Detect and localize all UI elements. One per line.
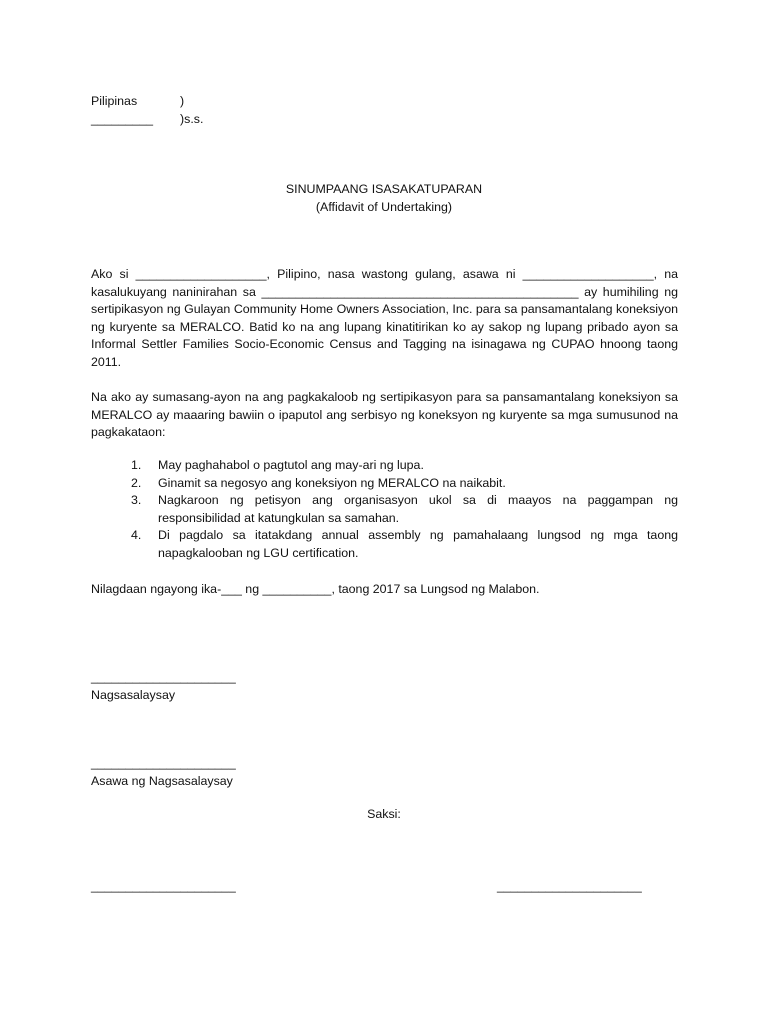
paragraph-statement: Ako si ___________________, Pilipino, nasa wastong gulang, asawa ni ___________________, na kasalukuyang naninirahan sa ______________________________________________ ay humihiling ng sertipikasyon ng Gulayan Community Home Owners Association, Inc. para sa pansamantalang koneksiyon ng kuryente sa MERALCO. Batid ko na ang lupang kinatitirikan ko ay sakop ng lupang pribado ayon sa Informal Settler Families Socio-Economic Census and Tagging na isinagawa ng CUPAO hnoong taong 2011. [91, 267, 678, 369]
list-item-number: 1. [131, 458, 142, 472]
affiant-label: Nagsasalaysay [91, 688, 176, 702]
title-main: SINUMPAANG ISASAKATUPARAN [285, 182, 483, 196]
spouse-label: Asawa ng Nagsasalaysay [91, 774, 233, 788]
venue-city-blank: _________ [91, 112, 154, 126]
witness-1-signature-line: _____________________ [91, 879, 236, 893]
conditions-list [131, 457, 678, 563]
witness-label: Saksi: [367, 807, 401, 821]
spouse-signature-line: _____________________ [91, 756, 236, 770]
list-item [131, 527, 678, 562]
list-item-text: Di pagdalo sa itatakdang annual assembly ng pamahalaang lungsod ng mga taong napagkalooban ng LGU certification. [158, 528, 678, 560]
list-item [131, 475, 678, 493]
witness-2-signature-line: _____________________ [497, 879, 642, 893]
affiant-signature-block [91, 668, 236, 704]
list-item-number: 4. [131, 528, 142, 543]
signed-statement: Nilagdaan ngayong ika-___ ng __________, taong 2017 sa Lungsod ng Malabon. [91, 582, 540, 596]
venue-country-paren: ) [180, 94, 185, 108]
venue-block [91, 92, 203, 128]
venue-country: Pilipinas [91, 94, 138, 108]
affiant-signature-line: _____________________ [91, 670, 236, 684]
list-item-number: 3. [131, 493, 142, 508]
venue-row-city [91, 110, 203, 128]
list-item [131, 457, 678, 475]
paragraph-agreement: Na ako ay sumasang-ayon na ang pagkakaloob ng sertipikasyon para sa pansamantalang koneksiyon sa MERALCO ay maaaring bawiin o ipaputol ang serbisyo ng koneksyon ng kuryente sa mga sumusunod na pagkakataon: [91, 390, 678, 440]
list-item [131, 492, 678, 527]
spouse-signature-block [91, 754, 236, 790]
list-item-text: Ginamit sa negosyo ang koneksiyon ng MERALCO na naikabit. [158, 475, 506, 490]
title-sub: (Affidavit of Undertaking) [315, 200, 453, 214]
venue-row-country [91, 92, 203, 110]
document-title [0, 180, 768, 216]
list-item-text: May paghahabol o pagtutol ang may-ari ng lupa. [158, 458, 424, 472]
list-item-number: 2. [131, 475, 142, 490]
venue-ss: )s.s. [180, 112, 204, 126]
list-item-text: Nagkaroon ng petisyon ang organisasyon ukol sa di maayos na paggampan ng responsibilidad at katungkulan sa samahan. [158, 493, 678, 525]
